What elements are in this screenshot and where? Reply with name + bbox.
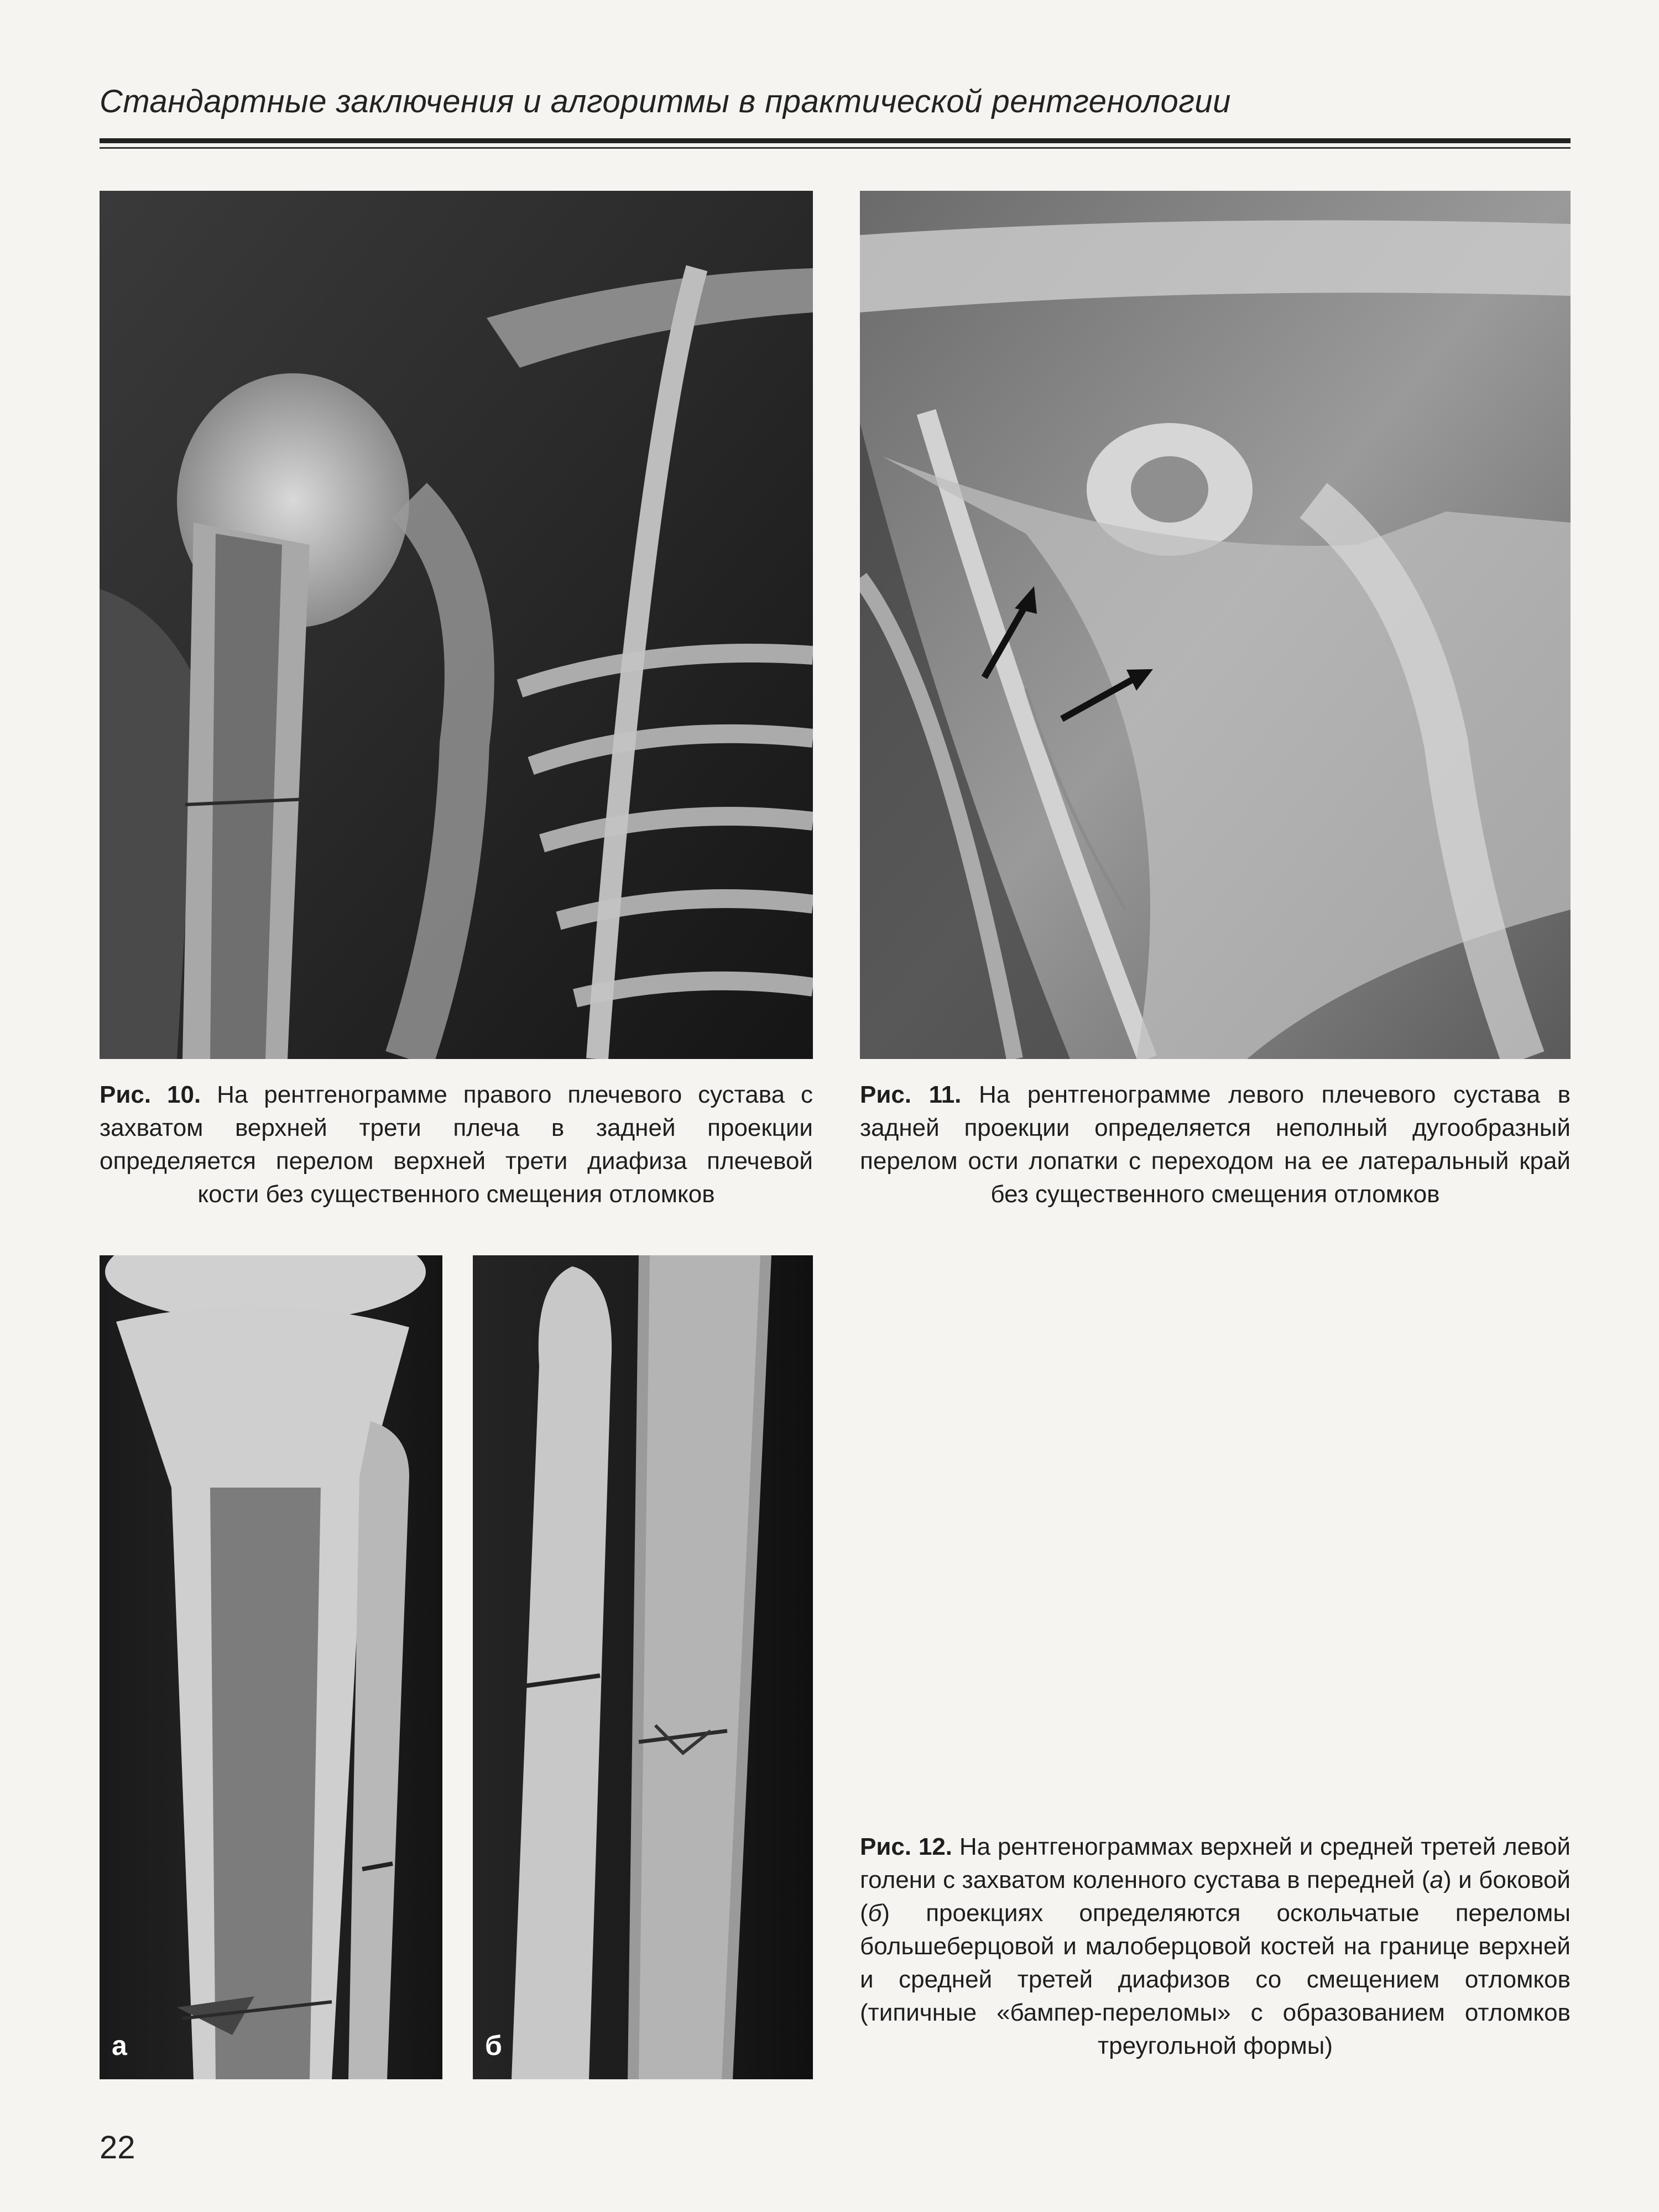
header-rule-thin — [100, 147, 1571, 149]
caption-figure-10 — [100, 1078, 813, 1211]
panel-label-a: а — [112, 2030, 127, 2061]
header-rule-thick — [100, 138, 1571, 143]
xray-figure-11 — [860, 191, 1571, 1059]
xray-figure-12a — [100, 1255, 442, 2079]
caption-figure-11 — [860, 1078, 1571, 1211]
caption-label-12: Рис. 12. — [860, 1833, 953, 1860]
xray-figure-12b — [473, 1255, 813, 2079]
page-number: 22 — [100, 2130, 135, 2166]
xray-figure-10 — [100, 191, 813, 1059]
caption-panel-b-ref: б — [868, 1900, 882, 1927]
caption-label-10: Рис. 10. — [100, 1081, 201, 1108]
panel-label-b: б — [485, 2030, 502, 2061]
caption-figure-12 — [860, 1830, 1571, 2063]
caption-text-12-part1: На рентгенограммах верхней и средней третей левой голени с захватом коленного сустава в передней ( — [860, 1833, 1571, 1893]
caption-panel-a-ref: а — [1430, 1866, 1444, 1893]
caption-text-12-part3: ) проекциях определяются оскольчатые переломы большеберцовой и малоберцовой костей на границе верхней и средней третей диафизов со смещением отломков (типичные «бампер-переломы» с образованием отломков треугольной формы) — [860, 1900, 1571, 2059]
caption-label-11: Рис. 11. — [860, 1081, 962, 1108]
running-header: Стандартные заключения и алгоритмы в практической рентгенологии — [100, 84, 1231, 119]
caption-text-11: На рентгенограмме левого плечевого сустава в задней проекции определяется неполный дугообразный перелом ости лопатки с переходом на ее латеральный край без существенного смещения отломков — [860, 1081, 1571, 1208]
caption-text-10: На рентгенограмме правого плечевого сустава с захватом верхней трети плеча в задней проекции определяется перелом верхней трети диафиза плечевой кости без существенного смещения отломков — [100, 1081, 813, 1208]
caption-text-12-part2: ) и боковой ( — [860, 1866, 1571, 1927]
